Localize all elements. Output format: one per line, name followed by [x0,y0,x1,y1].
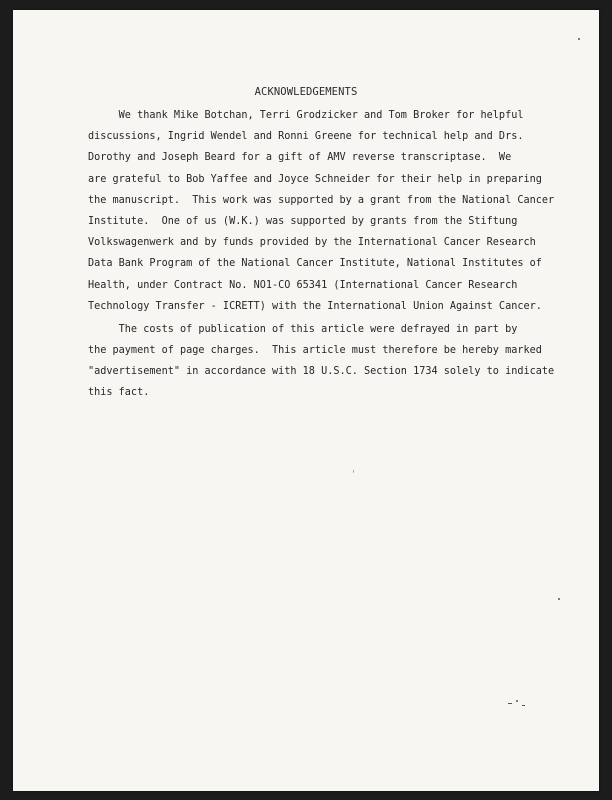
text-line: the payment of page charges. This article must therefore be hereby marked [88,345,542,357]
text-line: the manuscript. This work was supported by a grant from the National Cancer [88,194,555,206]
text-line: are grateful to Bob Yaffee and Joyce Schneider for their help in preparing [88,173,542,185]
dust-speck [558,598,560,600]
text-line: Dorothy and Joseph Beard for a gift of AMV reverse transcriptase. We [88,152,512,164]
text-line: Technology Transfer - ICRETT) with the International Union Against Cancer. [88,300,542,312]
dust-speck [353,470,354,473]
text-line: this fact. [88,387,150,399]
document-page [13,10,599,791]
paragraph-1 [88,105,555,317]
text-line: Volkswagenwerk and by funds provided by the International Cancer Research [88,237,536,249]
text-line: Health, under Contract No. NO1-CO 65341 (International Cancer Research [88,279,518,291]
paragraph-2 [88,319,555,404]
text-line: discussions, Ingrid Wendel and Ronni Greene for technical help and Drs. [88,131,524,143]
page-title: ACKNOWLEDGEMENTS [254,86,358,98]
text-line: Institute. One of us (W.K.) was supported by grants from the Stiftung [88,215,518,227]
dust-speck [578,38,580,40]
text-line: We thank Mike Botchan, Terri Grodzicker and Tom Broker for helpful [88,110,524,121]
text-line: "advertisement" in accordance with 18 U.S.C. Section 1734 solely to indicate [88,366,555,378]
dust-speck [508,703,512,704]
text-line: The costs of publication of this article were defrayed in part by [88,323,518,335]
dust-speck [516,700,518,702]
dust-speck [522,705,525,706]
acknowledgements-body [88,105,555,404]
text-line: Data Bank Program of the National Cancer Institute, National Institutes of [88,258,542,270]
